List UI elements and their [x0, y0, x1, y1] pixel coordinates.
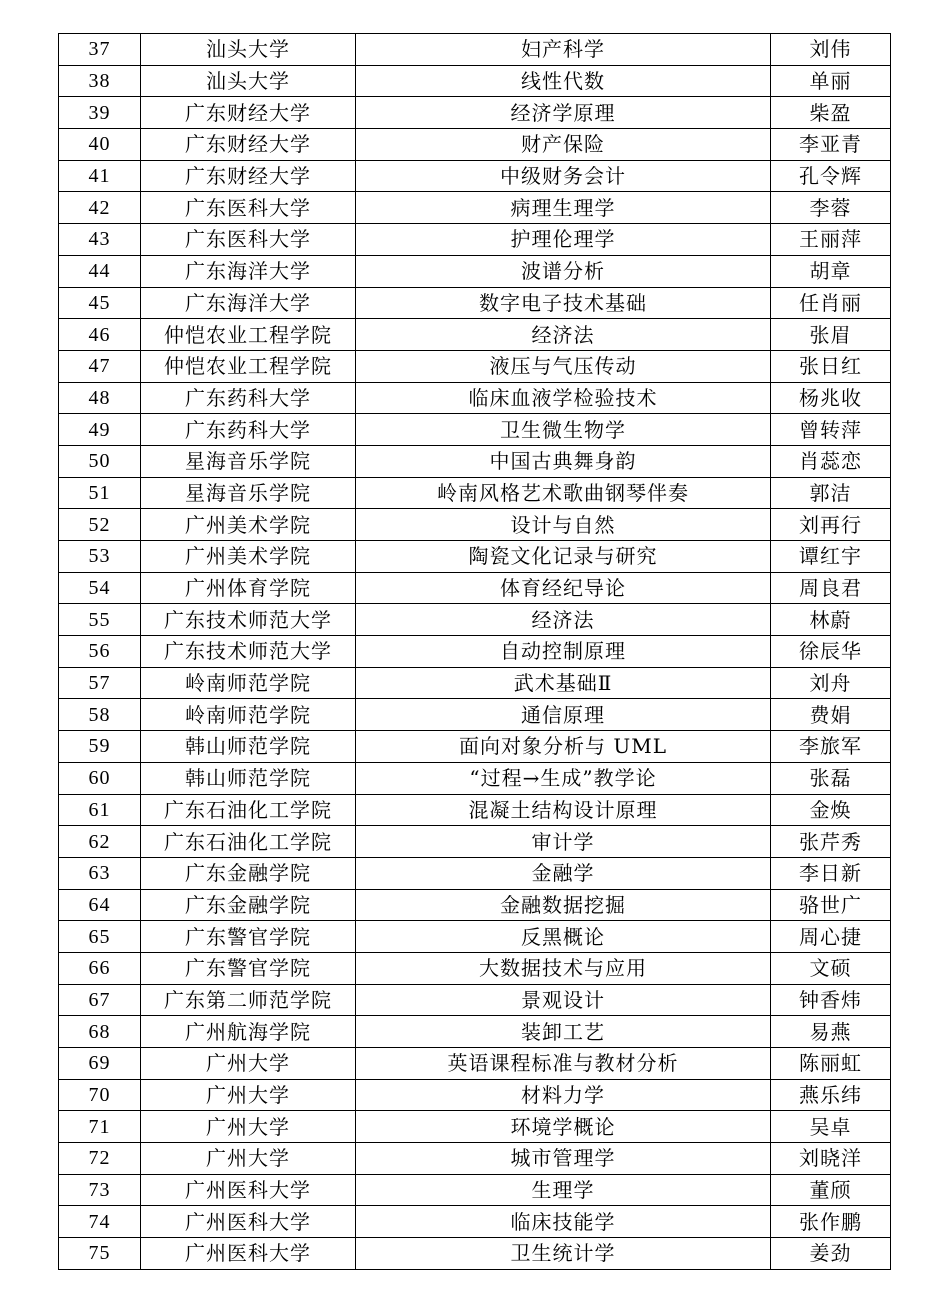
table-row [59, 794, 891, 826]
school-cell: 星海音乐学院 [141, 477, 356, 509]
row-number-cell: 38 [59, 65, 141, 97]
row-number-cell: 46 [59, 319, 141, 351]
course-cell: 经济法 [356, 604, 771, 636]
course-cell: 武术基础Ⅱ [356, 667, 771, 699]
table-row [59, 224, 891, 256]
table-row [59, 1016, 891, 1048]
course-cell: 材料力学 [356, 1079, 771, 1111]
course-cell: 混凝土结构设计原理 [356, 794, 771, 826]
row-number-cell: 42 [59, 192, 141, 224]
table-row [59, 1048, 891, 1080]
row-number-cell: 72 [59, 1143, 141, 1175]
course-cell: 妇产科学 [356, 34, 771, 66]
table-row [59, 192, 891, 224]
teacher-name-cell: 易燕 [771, 1016, 891, 1048]
row-number-cell: 73 [59, 1174, 141, 1206]
teacher-name-cell: 李亚青 [771, 129, 891, 161]
teacher-name-cell: 周良君 [771, 572, 891, 604]
row-number-cell: 59 [59, 731, 141, 763]
teacher-name-cell: 吴卓 [771, 1111, 891, 1143]
row-number-cell: 49 [59, 414, 141, 446]
course-cell: 数字电子技术基础 [356, 287, 771, 319]
teacher-name-cell: 单丽 [771, 65, 891, 97]
table-row [59, 1143, 891, 1175]
row-number-cell: 67 [59, 984, 141, 1016]
row-number-cell: 37 [59, 34, 141, 66]
teacher-name-cell: 文硕 [771, 952, 891, 984]
course-cell: 护理伦理学 [356, 224, 771, 256]
teacher-name-cell: 刘舟 [771, 667, 891, 699]
table-row [59, 1111, 891, 1143]
school-cell: 韩山师范学院 [141, 762, 356, 794]
row-number-cell: 65 [59, 921, 141, 953]
row-number-cell: 39 [59, 97, 141, 129]
teacher-name-cell: 费娟 [771, 699, 891, 731]
table-row [59, 319, 891, 351]
school-cell: 仲恺农业工程学院 [141, 319, 356, 351]
row-number-cell: 60 [59, 762, 141, 794]
table-row [59, 699, 891, 731]
row-number-cell: 69 [59, 1048, 141, 1080]
school-cell: 广州美术学院 [141, 541, 356, 573]
course-cell: 大数据技术与应用 [356, 952, 771, 984]
school-cell: 广州体育学院 [141, 572, 356, 604]
school-cell: 广东技术师范大学 [141, 636, 356, 668]
row-number-cell: 56 [59, 636, 141, 668]
row-number-cell: 66 [59, 952, 141, 984]
row-number-cell: 70 [59, 1079, 141, 1111]
school-cell: 广东警官学院 [141, 952, 356, 984]
course-cell: 英语课程标准与教材分析 [356, 1048, 771, 1080]
school-cell: 广州医科大学 [141, 1174, 356, 1206]
teacher-name-cell: 张芹秀 [771, 826, 891, 858]
course-cell: 生理学 [356, 1174, 771, 1206]
row-number-cell: 74 [59, 1206, 141, 1238]
row-number-cell: 71 [59, 1111, 141, 1143]
row-number-cell: 47 [59, 350, 141, 382]
row-number-cell: 48 [59, 382, 141, 414]
teacher-name-cell: 张眉 [771, 319, 891, 351]
table-row [59, 255, 891, 287]
table-row [59, 129, 891, 161]
course-cell: 环境学概论 [356, 1111, 771, 1143]
course-cell: 卫生微生物学 [356, 414, 771, 446]
school-cell: 广东石油化工学院 [141, 826, 356, 858]
row-number-cell: 58 [59, 699, 141, 731]
table-row [59, 731, 891, 763]
teacher-name-cell: 郭洁 [771, 477, 891, 509]
teacher-name-cell: 曾转萍 [771, 414, 891, 446]
school-cell: 广东财经大学 [141, 97, 356, 129]
teacher-name-cell: 刘晓洋 [771, 1143, 891, 1175]
row-number-cell: 63 [59, 857, 141, 889]
teacher-name-cell: 孔令辉 [771, 160, 891, 192]
course-cell: 自动控制原理 [356, 636, 771, 668]
table-row [59, 1206, 891, 1238]
course-cell: 临床技能学 [356, 1206, 771, 1238]
teacher-name-cell: 周心捷 [771, 921, 891, 953]
course-cell: 财产保险 [356, 129, 771, 161]
school-cell: 广州大学 [141, 1143, 356, 1175]
row-number-cell: 43 [59, 224, 141, 256]
teacher-name-cell: 谭红宇 [771, 541, 891, 573]
teacher-name-cell: 张日红 [771, 350, 891, 382]
school-cell: 岭南师范学院 [141, 699, 356, 731]
table-row [59, 1079, 891, 1111]
table-row [59, 97, 891, 129]
school-cell: 岭南师范学院 [141, 667, 356, 699]
table-row [59, 636, 891, 668]
course-cell: 病理生理学 [356, 192, 771, 224]
course-cell: 波谱分析 [356, 255, 771, 287]
school-cell: 广东财经大学 [141, 129, 356, 161]
teacher-name-cell: 王丽萍 [771, 224, 891, 256]
school-cell: 广州医科大学 [141, 1238, 356, 1270]
course-cell: 经济法 [356, 319, 771, 351]
course-cell: 装卸工艺 [356, 1016, 771, 1048]
school-cell: 汕头大学 [141, 34, 356, 66]
row-number-cell: 61 [59, 794, 141, 826]
row-number-cell: 55 [59, 604, 141, 636]
row-number-cell: 53 [59, 541, 141, 573]
course-cell: 通信原理 [356, 699, 771, 731]
course-list-table [58, 33, 891, 1270]
school-cell: 广东第二师范学院 [141, 984, 356, 1016]
school-cell: 广东金融学院 [141, 857, 356, 889]
school-cell: 广东石油化工学院 [141, 794, 356, 826]
school-cell: 广东技术师范大学 [141, 604, 356, 636]
table-row [59, 1238, 891, 1270]
teacher-name-cell: 张作鹏 [771, 1206, 891, 1238]
table-row [59, 509, 891, 541]
course-cell: 卫生统计学 [356, 1238, 771, 1270]
teacher-name-cell: 李日新 [771, 857, 891, 889]
school-cell: 广东药科大学 [141, 382, 356, 414]
school-cell: 韩山师范学院 [141, 731, 356, 763]
table-body [59, 34, 891, 1270]
row-number-cell: 40 [59, 129, 141, 161]
teacher-name-cell: 肖蕊恋 [771, 445, 891, 477]
school-cell: 广州航海学院 [141, 1016, 356, 1048]
table-row [59, 572, 891, 604]
course-cell: 液压与气压传动 [356, 350, 771, 382]
row-number-cell: 45 [59, 287, 141, 319]
teacher-name-cell: 姜劲 [771, 1238, 891, 1270]
school-cell: 汕头大学 [141, 65, 356, 97]
table-row [59, 414, 891, 446]
table-row [59, 65, 891, 97]
course-cell: 面向对象分析与 UML [356, 731, 771, 763]
row-number-cell: 41 [59, 160, 141, 192]
teacher-name-cell: 董颀 [771, 1174, 891, 1206]
table-row [59, 952, 891, 984]
teacher-name-cell: 张磊 [771, 762, 891, 794]
course-cell: 设计与自然 [356, 509, 771, 541]
school-cell: 广州美术学院 [141, 509, 356, 541]
teacher-name-cell: 徐辰华 [771, 636, 891, 668]
teacher-name-cell: 刘再行 [771, 509, 891, 541]
course-cell: 岭南风格艺术歌曲钢琴伴奏 [356, 477, 771, 509]
table-row [59, 287, 891, 319]
row-number-cell: 57 [59, 667, 141, 699]
course-cell: 城市管理学 [356, 1143, 771, 1175]
teacher-name-cell: 金焕 [771, 794, 891, 826]
teacher-name-cell: 燕乐纬 [771, 1079, 891, 1111]
row-number-cell: 54 [59, 572, 141, 604]
document-page [58, 33, 890, 1270]
course-cell: 体育经纪导论 [356, 572, 771, 604]
row-number-cell: 64 [59, 889, 141, 921]
school-cell: 广东海洋大学 [141, 287, 356, 319]
school-cell: 广东医科大学 [141, 192, 356, 224]
teacher-name-cell: 骆世广 [771, 889, 891, 921]
school-cell: 广州大学 [141, 1111, 356, 1143]
table-row [59, 445, 891, 477]
teacher-name-cell: 柴盈 [771, 97, 891, 129]
teacher-name-cell: 刘伟 [771, 34, 891, 66]
table-row [59, 382, 891, 414]
school-cell: 广州医科大学 [141, 1206, 356, 1238]
school-cell: 广州大学 [141, 1079, 356, 1111]
school-cell: 广东医科大学 [141, 224, 356, 256]
table-row [59, 160, 891, 192]
school-cell: 广东金融学院 [141, 889, 356, 921]
table-row [59, 857, 891, 889]
table-row [59, 667, 891, 699]
table-row [59, 541, 891, 573]
course-cell: 临床血液学检验技术 [356, 382, 771, 414]
teacher-name-cell: 杨兆收 [771, 382, 891, 414]
table-row [59, 477, 891, 509]
school-cell: 仲恺农业工程学院 [141, 350, 356, 382]
teacher-name-cell: 陈丽虹 [771, 1048, 891, 1080]
course-cell: 中级财务会计 [356, 160, 771, 192]
course-cell: 景观设计 [356, 984, 771, 1016]
table-row [59, 34, 891, 66]
course-cell: 陶瓷文化记录与研究 [356, 541, 771, 573]
row-number-cell: 44 [59, 255, 141, 287]
table-row [59, 1174, 891, 1206]
school-cell: 广东警官学院 [141, 921, 356, 953]
table-row [59, 921, 891, 953]
table-row [59, 350, 891, 382]
table-row [59, 826, 891, 858]
school-cell: 广东药科大学 [141, 414, 356, 446]
table-row [59, 762, 891, 794]
school-cell: 广东财经大学 [141, 160, 356, 192]
school-cell: 广州大学 [141, 1048, 356, 1080]
course-cell: 审计学 [356, 826, 771, 858]
teacher-name-cell: 林蔚 [771, 604, 891, 636]
teacher-name-cell: 钟香炜 [771, 984, 891, 1016]
school-cell: 星海音乐学院 [141, 445, 356, 477]
teacher-name-cell: 任肖丽 [771, 287, 891, 319]
course-cell: 反黑概论 [356, 921, 771, 953]
table-row [59, 889, 891, 921]
teacher-name-cell: 胡章 [771, 255, 891, 287]
row-number-cell: 75 [59, 1238, 141, 1270]
school-cell: 广东海洋大学 [141, 255, 356, 287]
row-number-cell: 68 [59, 1016, 141, 1048]
course-cell: 经济学原理 [356, 97, 771, 129]
row-number-cell: 51 [59, 477, 141, 509]
teacher-name-cell: 李蓉 [771, 192, 891, 224]
course-cell: 金融数据挖掘 [356, 889, 771, 921]
table-row [59, 984, 891, 1016]
course-cell: 金融学 [356, 857, 771, 889]
row-number-cell: 50 [59, 445, 141, 477]
course-cell: “过程→生成”教学论 [356, 762, 771, 794]
course-cell: 中国古典舞身韵 [356, 445, 771, 477]
row-number-cell: 52 [59, 509, 141, 541]
teacher-name-cell: 李旅军 [771, 731, 891, 763]
row-number-cell: 62 [59, 826, 141, 858]
table-row [59, 604, 891, 636]
course-cell: 线性代数 [356, 65, 771, 97]
